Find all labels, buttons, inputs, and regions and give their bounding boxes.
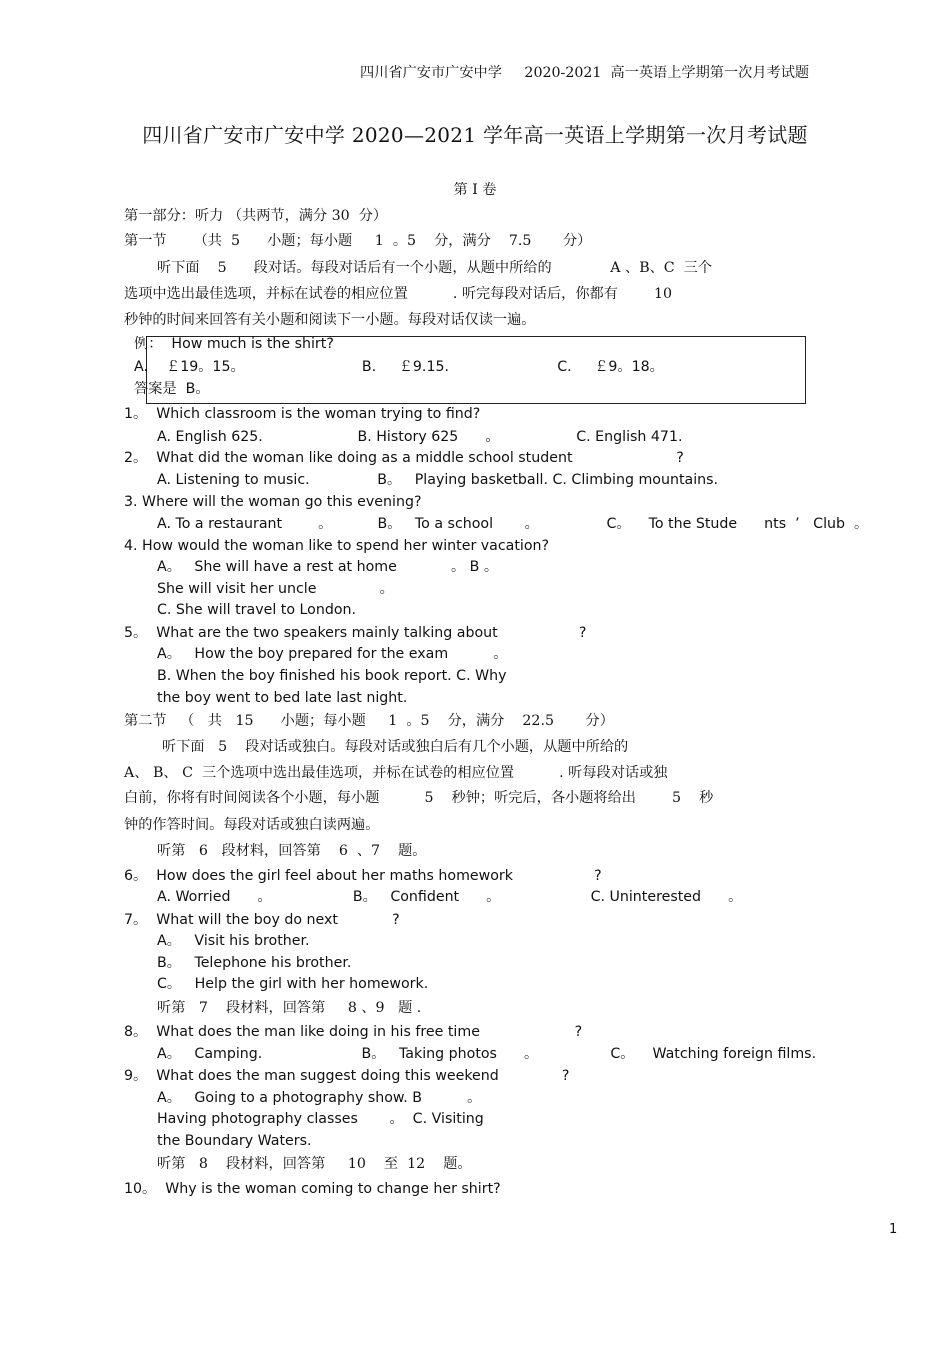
options: A。 Going to a photography show. B 。: [157, 1090, 482, 1106]
instruction-text: 秒钟的时间来回答有关小题和阅读下一小题。每段对话仅读一遍。: [124, 312, 536, 328]
instruction-text: 钟的作答时间。每段对话或独白读两遍。: [124, 817, 380, 833]
instruction-text: 听下面 5 段对话或独白。每段对话或独白后有几个小题，从题中所给的: [162, 739, 629, 755]
page-number: 1: [889, 1222, 898, 1237]
options: A. English 625. B. History 625 。 C. English 471.: [157, 429, 683, 445]
example-options: A. ￡19。15。 B. ￡9.15. C. ￡9。18。: [134, 359, 664, 375]
options: A. Worried 。 B。 Confident 。 C. Uninterested 。: [157, 889, 743, 905]
options: A. Listening to music. B。 Playing basketball. C. Climbing mountains.: [157, 472, 719, 488]
options: A. To a restaurant 。 B。 To a school 。 C。 To the Stude nts ’ Club 。: [157, 516, 869, 532]
options: the Boundary Waters.: [157, 1133, 312, 1149]
volume-label: 第 I 卷: [453, 182, 497, 198]
options: A。 Camping. B。 Taking photos 。 C。 Watching foreign films.: [157, 1046, 817, 1062]
options: B. When the boy finished his book report. C. Why: [157, 668, 507, 684]
options: B。 Telephone his brother.: [157, 955, 352, 971]
question: 3. Where will the woman go this evening?: [124, 494, 422, 510]
instruction-text: 听下面 5 段对话。每段对话后有一个小题，从题中所给的 A 、B、C 三个: [157, 260, 713, 276]
options: A。 How the boy prepared for the exam 。: [157, 646, 508, 662]
options: C. She will travel to London.: [157, 602, 357, 618]
material-label: 听第 8 段材料，回答第 10 至 12 题。: [157, 1156, 472, 1172]
question: 2。 What did the woman like doing as a middle school student ?: [124, 450, 684, 466]
options: A。 She will have a rest at home 。 B 。: [157, 559, 499, 575]
options: C。 Help the girl with her homework.: [157, 976, 429, 992]
instruction-text: 选项中选出最佳选项，并标在试卷的相应位置 . 听完每段对话后，你都有 10: [124, 286, 673, 302]
example-question: 例： How much is the shirt?: [134, 336, 334, 352]
material-label: 听第 6 段材料，回答第 6 、7 题。: [157, 843, 427, 859]
question: 4. How would the woman like to spend her winter vacation?: [124, 538, 550, 554]
options: She will visit her uncle 。: [157, 581, 394, 597]
options: A。 Visit his brother.: [157, 933, 310, 949]
section-heading: 第二节 （ 共 15 小题；每小题 1 。5 分，满分 22.5 分）: [124, 713, 614, 729]
example-answer: 答案是 B。: [134, 381, 210, 397]
page-title: 四川省广安市广安中学 2020—2021 学年高一英语上学期第一次月考试题: [142, 123, 808, 147]
options: the boy went to bed late last night.: [157, 690, 408, 706]
question: 7。 What will the boy do next ?: [124, 912, 400, 928]
material-label: 听第 7 段材料，回答第 8 、9 题 .: [157, 1000, 422, 1016]
page-header: 四川省广安市广安中学 2020-2021 高一英语上学期第一次月考试题: [360, 65, 810, 81]
question: 1。 Which classroom is the woman trying to find?: [124, 406, 481, 422]
instruction-text: A、 B、 C 三个选项中选出最佳选项，并标在试卷的相应位置 . 听每段对话或独: [124, 765, 668, 781]
question: 10。 Why is the woman coming to change her shirt?: [124, 1181, 501, 1197]
question: 9。 What does the man suggest doing this weekend ?: [124, 1068, 570, 1084]
section-heading: 第一部分：听力 （共两节，满分 30 分）: [124, 208, 388, 224]
question: 8。 What does the man like doing in his free time ?: [124, 1024, 583, 1040]
question: 5。 What are the two speakers mainly talking about ?: [124, 625, 587, 641]
options: Having photography classes 。 C. Visiting: [157, 1111, 484, 1127]
question: 6。 How does the girl feel about her maths homework ?: [124, 868, 602, 884]
instruction-text: 白前，你将有时间阅读各个小题，每小题 5 秒钟；听完后，各小题将给出 5 秒: [124, 790, 714, 806]
section-heading: 第一节 （共 5 小题；每小题 1 。5 分，满分 7.5 分）: [124, 233, 592, 249]
